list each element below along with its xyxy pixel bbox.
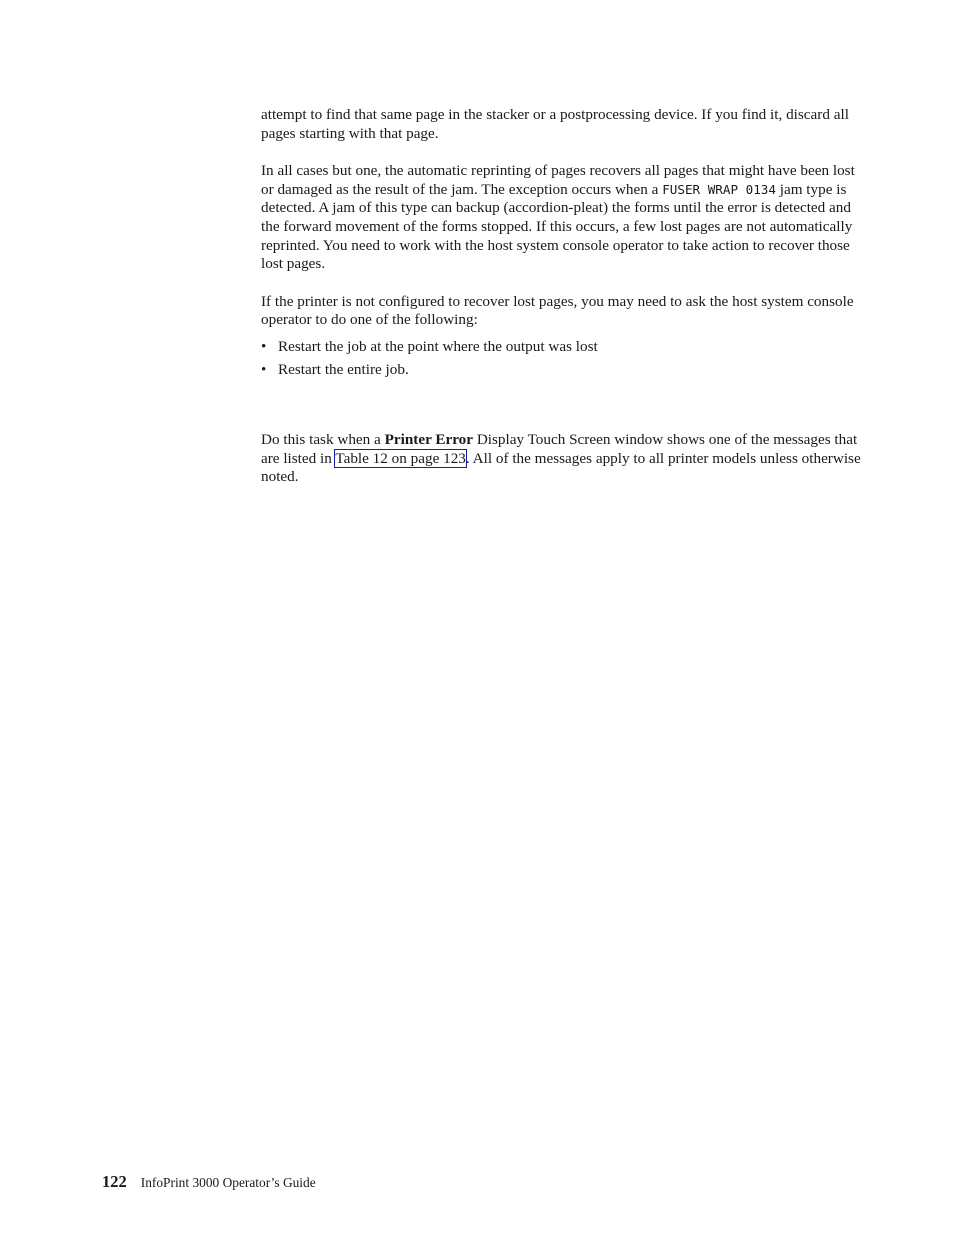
paragraph-text: jam type is detected. A jam of this type can backup (accordion-pleat) the forms until the error is detected and the forward movement of the forms stopped. If this occurs, a few lost pages are not automatically reprinted. You need to work with the host system console operator to take action to recover those lost pages.	[261, 180, 853, 273]
paragraph-text: Do this task when a	[261, 430, 385, 448]
table-12-link[interactable]: Table 12 on page 123	[335, 449, 466, 467]
paragraph-task	[261, 431, 861, 487]
jam-type-code: FUSER WRAP 0134	[662, 181, 776, 197]
bullet-icon: •	[261, 360, 267, 378]
page-body	[261, 106, 861, 506]
list-item	[261, 338, 861, 357]
printer-error-window-name: Printer Error	[384, 430, 474, 448]
bullet-list	[261, 338, 861, 380]
paragraph-text: . All of the messages apply to all printer models unless otherwise noted.	[261, 449, 861, 486]
section-gap	[261, 384, 861, 431]
paragraph-not-configured: If the printer is not configured to recover lost pages, you may need to ask the host system console operator to do one of the following:	[261, 292, 854, 329]
list-item-text: Restart the job at the point where the output was lost	[278, 337, 598, 355]
list-item	[261, 361, 861, 380]
paragraph-automatic-reprinting	[261, 162, 861, 274]
book-title: InfoPrint 3000 Operator’s Guide	[140, 1175, 316, 1190]
paragraph-text: In all cases but one, the automatic reprinting of pages recovers all pages that might have been lost or damaged as the result of the jam. The exception occurs when a	[261, 161, 855, 198]
page-number: 122	[102, 1172, 127, 1191]
list-item-text: Restart the entire job.	[278, 360, 409, 378]
paragraph-text: Display Touch Screen window shows one of the messages that are listed in	[261, 430, 858, 467]
paragraph-jam-page: attempt to find that same page in the stacker or a postprocessing device. If you find it, discard all pages starting with that page.	[261, 106, 849, 142]
bullet-icon: •	[261, 337, 267, 355]
page-footer	[102, 1172, 316, 1192]
